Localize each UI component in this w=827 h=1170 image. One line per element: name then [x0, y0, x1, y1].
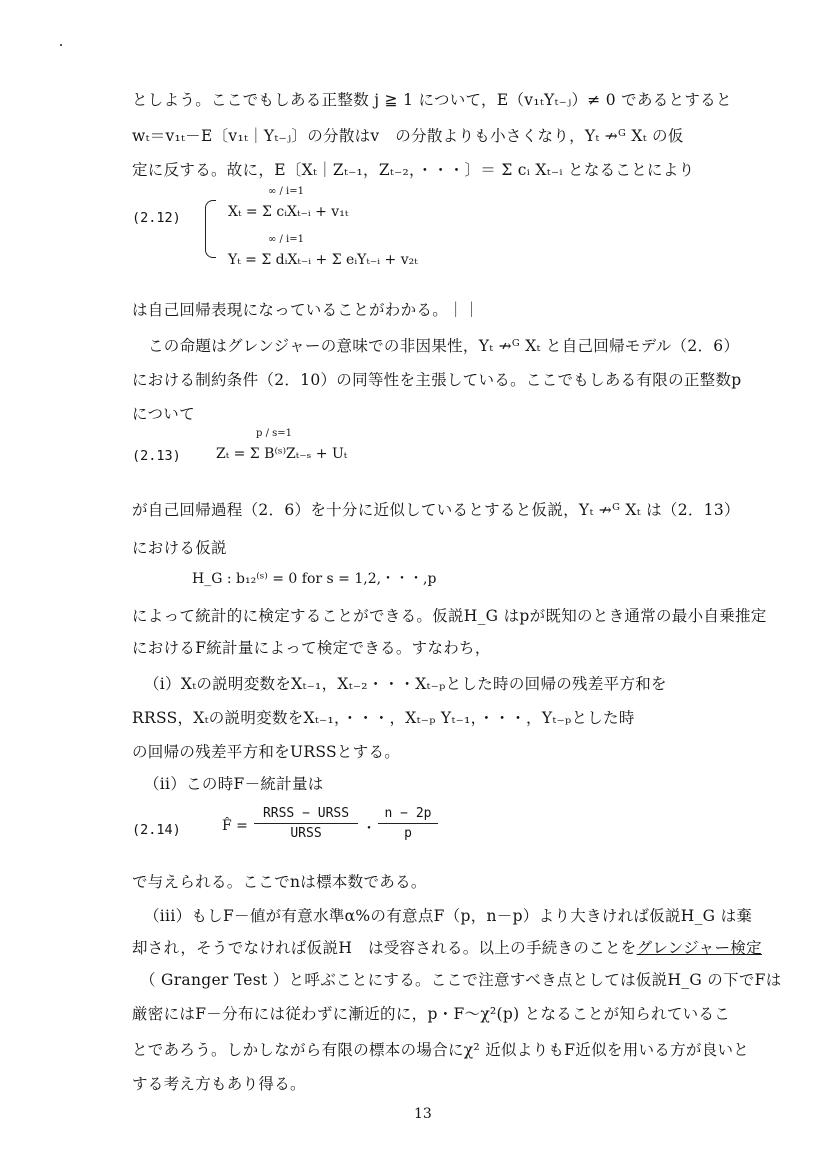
- eq-2-12-line1-limits: ∞ / i=1: [268, 186, 304, 197]
- hypothesis-hg: H_G : b₁₂⁽ˢ⁾ = 0 for s = 1,2,・・・,p: [192, 571, 437, 587]
- eq-2-14-denominator-1: URSS: [290, 826, 322, 841]
- eq-2-14-fraction-2: [378, 806, 438, 841]
- eq-2-12-line1: Xₜ = Σ cᵢXₜ₋ᵢ + v₁ₜ: [228, 204, 349, 220]
- text-line-9: における仮説: [132, 539, 227, 557]
- text-line-7: について: [132, 405, 195, 423]
- text-line-21: とであろう。しかしながら有限の標本の場合にχ² 近似よりもF近似を用いる方が良いと: [132, 1041, 750, 1059]
- eq-2-12-label: (2.12): [132, 210, 181, 226]
- eq-2-13-label: (2.13): [132, 448, 181, 464]
- eq-2-12-line2: Yₜ = Σ dᵢXₜ₋ᵢ + Σ eᵢYₜ₋ᵢ + v₂ₜ: [228, 252, 418, 268]
- text-line-10: によって統計的に検定することができる。仮説H_G はpが既知のとき通常の最小自乗推定: [132, 607, 767, 625]
- eq-2-12-line2-limits: ∞ / i=1: [268, 234, 304, 245]
- eq-2-14-numerator-1: RRSS − URSS: [254, 806, 358, 824]
- text-line-18: [132, 936, 762, 958]
- text-line-22: する考え方もあり得る。: [132, 1075, 306, 1093]
- granger-test-term: グレンジャー検定: [636, 939, 762, 957]
- text-line-6: における制約条件（2．10）の同等性を主張している。ここでもしある有限の正整数p: [132, 371, 742, 389]
- eq-2-14-lhs: F̂ =: [222, 818, 248, 834]
- text-line-5: この命題はグレンジャーの意味での非因果性，Yₜ ↛ᴳ Xₜ と自己回帰モデル（2．6）: [148, 337, 740, 355]
- eq-2-13-limits: p / s=1: [256, 428, 293, 439]
- page-number: 13: [414, 1106, 432, 1122]
- eq-2-14-denominator-2: p: [404, 826, 412, 841]
- eq-2-12-brace: [205, 200, 216, 258]
- text-line-3: 定に反する。故に，E〔Xₜ｜Zₜ₋₁，Zₜ₋₂，・・・〕＝ Σ cᵢ Xₜ₋ᵢ となることにより: [132, 161, 695, 179]
- eq-2-14-numerator-2: n − 2p: [378, 806, 438, 824]
- text-line-12: （i）Xₜの説明変数をXₜ₋₁，Xₜ₋₂・・・Xₜ₋ₚとした時の回帰の残差平方和を: [144, 675, 667, 693]
- text-line-19: （ Granger Test ）と呼ぶことにする。ここで注意すべき点としては仮説H_G の下でFは: [140, 971, 782, 989]
- text-line-8: が自己回帰過程（2．6）を十分に近似しているとすると仮説，Yₜ ↛ᴳ Xₜ は（2．13）: [132, 501, 740, 519]
- eq-2-14-fraction-1: [254, 806, 358, 841]
- text-line-13: RRSS，Xₜの説明変数をXₜ₋₁，・・・，Xₜ₋ₚ Yₜ₋₁，・・・，Yₜ₋ₚとした時: [132, 709, 635, 727]
- eq-2-13: Zₜ = Σ B⁽ˢ⁾Zₜ₋ₛ + Uₜ: [216, 446, 348, 462]
- text-line-1: としよう。ここでもしある正整数 j ≧ 1 について，E（v₁ₜYₜ₋ⱼ）≠ 0 であるとすると: [132, 91, 732, 109]
- eq-2-14-label: (2.14): [132, 822, 181, 838]
- text-line-15: （ii）この時F－統計量は: [144, 775, 324, 793]
- text-line-11: におけるF統計量によって検定できる。すなわち，: [132, 639, 491, 657]
- text-line-16: で与えられる。ここでnは標本数である。: [132, 873, 427, 891]
- text-line-14: の回帰の残差平方和をURSSとする。: [132, 743, 401, 761]
- text-line-17: （iii）もしF－値が有意水準α%の有意点F（p，n－p）より大きければ仮説H_G は棄: [144, 907, 753, 925]
- text-line-18-body: 却され，そうでなければ仮説H は受容される。以上の手続きのことを: [132, 939, 637, 957]
- text-line-2: wₜ＝v₁ₜ－E〔v₁ₜ｜Yₜ₋ⱼ〕の分散はv の分散よりも小さくなり，Yₜ ↛ᴳ Xₜ の仮: [132, 127, 684, 145]
- text-line-20: 厳密にはF－分布には従わずに漸近的に，p・F～χ²(p) となることが知られているこ: [132, 1005, 731, 1023]
- text-line-4: は自己回帰表現になっていることがわかる。｜｜: [132, 301, 480, 319]
- scan-speck: [60, 44, 62, 46]
- eq-2-14-dot: ・: [362, 821, 376, 837]
